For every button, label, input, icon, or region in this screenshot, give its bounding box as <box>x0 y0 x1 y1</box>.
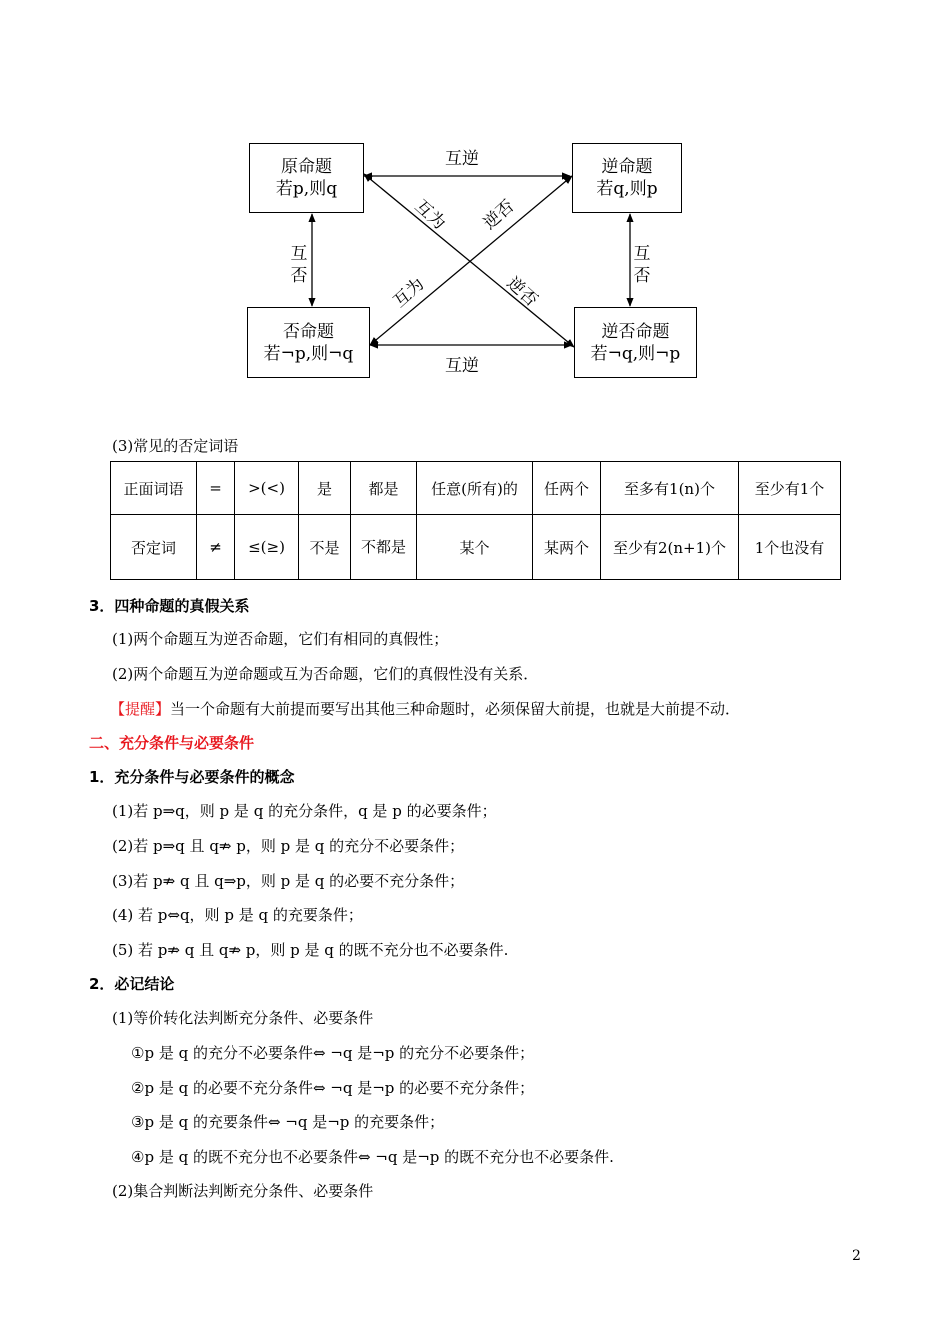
conclusion-1: ①p 是 q 的充分不必要条件⇔ ¬q 是¬p 的充分不必要条件； <box>131 1044 535 1062</box>
table-cell: ≠ <box>197 515 235 580</box>
label-diag-b-2: 逆否 <box>479 196 519 234</box>
section-3-heading: 3．四种命题的真假关系 <box>89 597 250 615</box>
table-cell: 不是 <box>299 515 351 580</box>
part-2-heading: 二、充分条件与必要条件 <box>89 734 255 752</box>
concepts-heading: 1．充分条件与必要条件的概念 <box>89 768 295 786</box>
table-cell: 某两个 <box>533 515 601 580</box>
table-row-negation <box>111 515 841 580</box>
negation-words-table <box>110 461 841 580</box>
box-contrapositive <box>574 307 697 378</box>
box-contrapositive-title: 逆否命题 <box>601 321 670 342</box>
box-inverse <box>247 307 370 378</box>
negation-words-heading: (3)常见的否定词语 <box>112 437 239 455</box>
table-cell: 1个也没有 <box>739 515 841 580</box>
table-cell: 正面词语 <box>111 462 197 515</box>
label-left: 互否 <box>290 244 308 286</box>
table-cell: 不都是 <box>351 515 417 580</box>
table-cell: >(<) <box>235 462 299 515</box>
box-original-statement: 若p,则q <box>275 179 338 199</box>
table-cell: 某个 <box>417 515 533 580</box>
tip-label: 【提醒】 <box>110 700 171 718</box>
box-converse <box>572 143 682 213</box>
section-3-item-2: (2)两个命题互为逆命题或互为否命题，它们的真假性没有关系． <box>112 665 539 683</box>
box-inverse-title: 否命题 <box>283 321 334 342</box>
page-number: 2 <box>852 1248 861 1264</box>
method-1: (1)等价转化法判断充分条件、必要条件 <box>112 1009 374 1027</box>
table-cell: 任两个 <box>533 462 601 515</box>
method-2: (2)集合判断法判断充分条件、必要条件 <box>112 1182 374 1200</box>
label-diag-b-1: 互为 <box>389 274 429 312</box>
tip-paragraph <box>110 699 740 719</box>
table-cell: 至少有1个 <box>739 462 841 515</box>
label-top: 互逆 <box>445 149 479 169</box>
concept-item-4: (4) 若 p⇔q，则 p 是 q 的充要条件； <box>112 906 363 924</box>
table-cell: 都是 <box>351 462 417 515</box>
box-original-title: 原命题 <box>281 157 332 177</box>
concept-item-2: (2)若 p⇒q 且 q⇏ p，则 p 是 q 的充分不必要条件； <box>112 837 465 855</box>
conclusion-4: ④p 是 q 的既不充分也不必要条件⇔ ¬q 是¬p 的既不充分也不必要条件. <box>131 1148 614 1166</box>
label-right: 互否 <box>633 244 651 286</box>
conclusion-2: ②p 是 q 的必要不充分条件⇔ ¬q 是¬p 的必要不充分条件； <box>131 1079 535 1097</box>
table-cell: ≤(≥) <box>235 515 299 580</box>
table-cell: 至多有1(n)个 <box>601 462 739 515</box>
box-contrapositive-statement: 若¬q,则¬p <box>590 343 681 364</box>
label-bottom: 互逆 <box>445 356 479 376</box>
table-row-positive <box>111 462 841 515</box>
box-converse-title: 逆命题 <box>601 157 653 177</box>
table-cell: 否定词 <box>111 515 197 580</box>
concept-item-1: (1)若 p⇒q，则 p 是 q 的充分条件，q 是 p 的必要条件； <box>112 802 497 820</box>
concept-item-3: (3)若 p⇏ q 且 q⇒p，则 p 是 q 的必要不充分条件； <box>112 872 465 890</box>
box-inverse-statement: 若¬p,则¬q <box>263 343 354 364</box>
table-cell: = <box>197 462 235 515</box>
box-original <box>249 143 364 213</box>
conclusions-heading: 2．必记结论 <box>89 975 175 993</box>
tip-text: 当一个命题有大前提而要写出其他三种命题时，必须保留大前提，也就是大前提不动． <box>170 700 741 718</box>
box-converse-statement: 若q,则p <box>596 179 658 199</box>
table-cell: 任意(所有)的 <box>417 462 533 515</box>
label-diag-a-2: 逆否 <box>502 273 542 311</box>
table-cell: 是 <box>299 462 351 515</box>
conclusion-3: ③p 是 q 的充要条件⇔ ¬q 是¬p 的充要条件； <box>131 1113 445 1131</box>
section-3-item-1: (1)两个命题互为逆否命题，它们有相同的真假性； <box>112 630 449 648</box>
table-cell: 至少有2(n+1)个 <box>601 515 739 580</box>
concept-item-5: (5) 若 p⇏ q 且 q⇏ p，则 p 是 q 的既不充分也不必要条件. <box>112 941 509 959</box>
label-diag-a-1: 互为 <box>410 196 450 234</box>
